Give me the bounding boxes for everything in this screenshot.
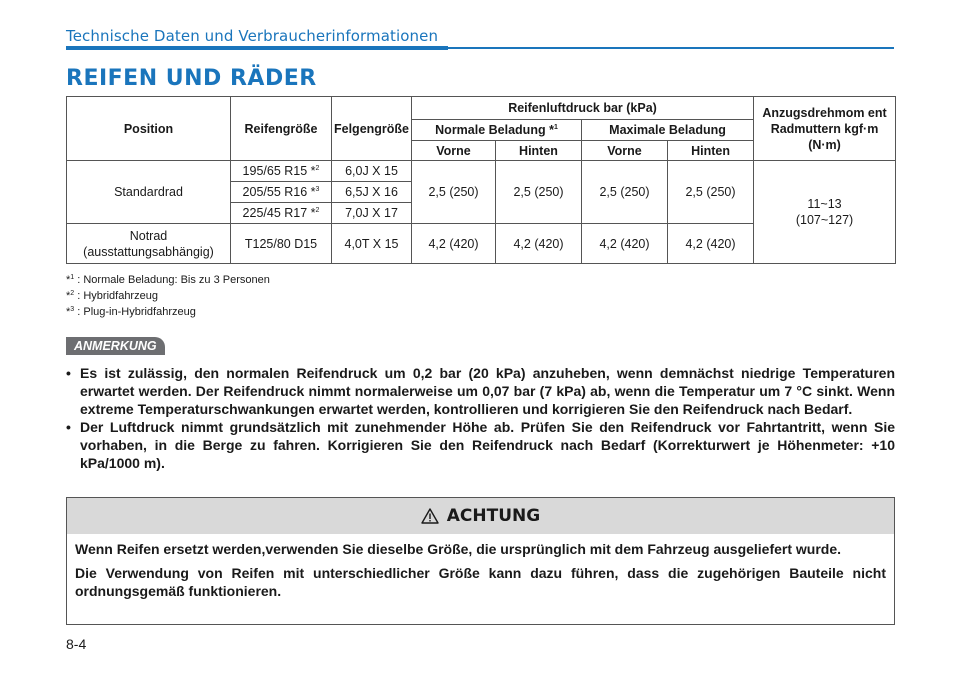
tire-size-text: 195/65 R15 * xyxy=(242,164,316,178)
tire-size-text: 225/45 R17 * xyxy=(242,206,316,220)
col-normal-load xyxy=(412,120,582,141)
tire-size-sup: 3 xyxy=(315,186,320,193)
tire-size-cell xyxy=(231,182,332,203)
footnote-text: : Plug-in-Hybridfahrzeug xyxy=(74,306,196,318)
col-rear-max: Hinten xyxy=(668,141,754,161)
bullet-icon: • xyxy=(66,365,71,381)
tire-spec-table xyxy=(66,96,896,264)
caution-paragraph: Die Verwendung von Reifen mit unterschiedlicher Größe kann dazu führen, dass die zugehörigen Bauteile nicht ordnungsgemäß funktionieren. xyxy=(75,565,886,599)
note-badge: ANMERKUNG xyxy=(66,337,165,355)
col-rim-size: Felgengröße xyxy=(332,97,412,161)
footnote-text: : Normale Beladung: Bis zu 3 Personen xyxy=(74,274,270,286)
torque-value-nm: (107~127) xyxy=(795,213,854,227)
tire-size-cell xyxy=(231,203,332,224)
caution-body xyxy=(67,534,894,612)
spare-label-line2: (ausstattungsabhängig) xyxy=(83,244,214,259)
tire-size-cell: T125/80 D15 xyxy=(231,224,332,264)
footnote-sup: 3 xyxy=(70,306,75,313)
tire-size-sup: 2 xyxy=(315,165,320,172)
spare-label xyxy=(67,224,231,264)
torque-value: 11~13 xyxy=(807,197,842,211)
table-header-row xyxy=(67,97,896,120)
col-rear-normal: Hinten xyxy=(496,141,582,161)
bullet-text: Der Luftdruck nimmt grundsätzlich mit zunehmender Höhe ab. Prüfen Sie den Reifendruck vor Fahrtantritt, wenn Sie vorhaben, in die Berge zu fahren. Korrigieren Sie den Reifendruck nach Bedarf (Korrekturwert je Höhenmeter: +10 kPa/1000 m). xyxy=(80,419,895,471)
footnote-mark: * xyxy=(66,274,71,286)
caution-box xyxy=(66,497,895,625)
rim-size-cell: 6,0J X 15 xyxy=(332,161,412,182)
col-position: Position xyxy=(67,97,231,161)
page-title: REIFEN UND RÄDER xyxy=(66,66,317,91)
footnote-sup: 2 xyxy=(70,290,75,297)
rim-size-cell: 7,0J X 17 xyxy=(332,203,412,224)
pressure-cell: 4,2 (420) xyxy=(668,224,754,264)
torque-cell xyxy=(754,161,896,264)
caution-paragraph: Wenn Reifen ersetzt werden,verwenden Sie dieselbe Größe, die ursprünglich mit dem Fahrzeug ausgeliefert wurde. xyxy=(75,541,842,557)
header-rule-thick xyxy=(66,46,448,50)
pressure-cell: 4,2 (420) xyxy=(412,224,496,264)
table-row xyxy=(67,161,896,182)
list-item xyxy=(66,364,895,418)
footnotes xyxy=(66,272,270,320)
pressure-cell: 2,5 (250) xyxy=(496,161,582,224)
page-number: 8-4 xyxy=(66,636,87,652)
normal-load-sup: 1 xyxy=(553,124,558,131)
tire-size-text: 205/55 R16 * xyxy=(242,185,316,199)
col-torque-label: Anzugsdrehmom ent Radmuttern kgf·m (N·m) xyxy=(762,105,887,152)
col-torque xyxy=(754,97,896,161)
col-pressure: Reifenluftdruck bar (kPa) xyxy=(412,97,754,120)
caution-title: ACHTUNG xyxy=(446,506,541,526)
bullet-icon: • xyxy=(66,419,71,435)
col-max-load: Maximale Beladung xyxy=(582,120,754,141)
footnote xyxy=(66,272,270,288)
footnote-text: : Hybridfahrzeug xyxy=(74,290,158,302)
spare-label-line1: Notrad xyxy=(129,228,168,243)
list-item xyxy=(66,418,895,472)
footnote xyxy=(66,304,270,320)
rim-size-cell: 4,0T X 15 xyxy=(332,224,412,264)
section-header: Technische Daten und Verbraucherinformationen xyxy=(66,27,439,45)
footnote-sup: 1 xyxy=(70,274,75,281)
caution-header xyxy=(67,498,894,534)
header-rule-thin xyxy=(448,47,894,49)
tire-size-cell xyxy=(231,161,332,182)
pressure-cell: 2,5 (250) xyxy=(582,161,668,224)
normal-load-label: Normale Beladung * xyxy=(435,123,554,137)
pressure-cell: 2,5 (250) xyxy=(668,161,754,224)
note-bullets xyxy=(66,364,895,472)
col-tire-size: Reifengröße xyxy=(231,97,332,161)
pressure-cell: 4,2 (420) xyxy=(496,224,582,264)
bullet-text: Es ist zulässig, den normalen Reifendruck um 0,2 bar (20 kPa) anzuheben, wenn demnächst niedrige Temperaturen erwartet werden. Der Reifendruck nimmt normalerweise um 0,07 bar (7 kPa) ab, wenn die Temperatur um 7 °C sinkt. Wenn extreme Temperaturschwankungen erwartet werden, kontrollieren und korrigieren Sie den Reifendruck nach Bedarf. xyxy=(80,365,895,417)
warning-triangle-icon xyxy=(421,508,439,524)
col-front-max: Vorne xyxy=(582,141,668,161)
rim-size-cell: 6,5J X 16 xyxy=(332,182,412,203)
col-front-normal: Vorne xyxy=(412,141,496,161)
footnote-mark: * xyxy=(66,290,71,302)
pressure-cell: 4,2 (420) xyxy=(582,224,668,264)
pressure-cell: 2,5 (250) xyxy=(412,161,496,224)
footnote-mark: * xyxy=(66,306,71,318)
footnote xyxy=(66,288,270,304)
tire-size-sup: 2 xyxy=(315,207,320,214)
standard-label: Standardrad xyxy=(67,161,231,224)
